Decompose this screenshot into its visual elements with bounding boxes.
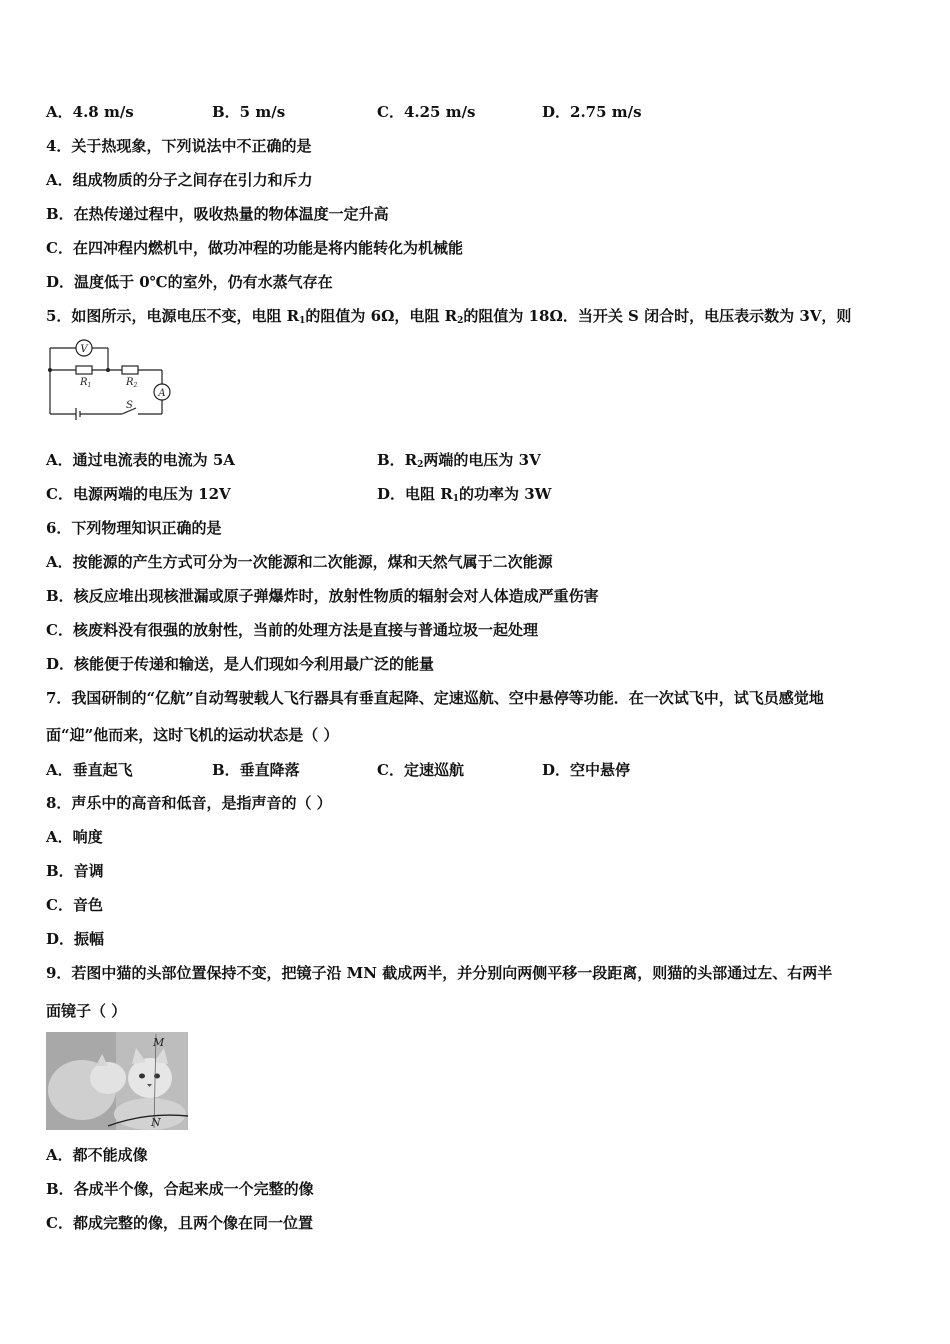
r2-label: $R_2$ (126, 377, 138, 389)
q7-stem-line2: 面“迎”他而来，这时飞机的运动状态是（ ） (46, 726, 339, 744)
q7-option-d: D．空中悬停 (542, 761, 631, 779)
mirror-label-n: N (151, 1116, 161, 1129)
q7-option-b: B．垂直降落 (212, 761, 300, 779)
q5-option-b: B．$R_2$两端的电压为 3V (377, 451, 541, 470)
q4-option-a: A．组成物质的分子之间存在引力和斥力 (46, 171, 313, 189)
q3-option-b: B．5 m/s (212, 103, 286, 121)
ammeter-label: A (158, 388, 166, 399)
q5-option-a: A．通过电流表的电流为 5A (46, 451, 235, 469)
q6-option-b: B．核反应堆出现核泄漏或原子弹爆炸时，放射性物质的辐射会对人体造成严重伤害 (46, 587, 599, 605)
q6-option-a: A．按能源的产生方式可分为一次能源和二次能源，煤和天然气属于二次能源 (46, 553, 553, 571)
q6-option-d: D．核能便于传递和输送，是人们现如今利用最广泛的能量 (46, 655, 435, 673)
r1-label: $R_1$ (80, 377, 92, 389)
mirror-label-m: M (153, 1036, 165, 1049)
q8-option-a: A．响度 (46, 828, 103, 846)
q3-option-a: A．4.8 m/s (46, 103, 134, 121)
cat-reflection-head (128, 1058, 172, 1098)
q5-option-d: D．电阻 $R_1$的功率为 3W (377, 485, 552, 504)
q9-stem-line2: 面镜子（ ） (46, 1002, 127, 1020)
q7-stem-line1: 7．我国研制的“亿航”自动驾驶载人飞行器具有垂直起降、定速巡航、空中悬停等功能．在一次试飞中，试飞员感觉地 (46, 689, 824, 707)
q7-option-a: A．垂直起飞 (46, 761, 133, 779)
q8-option-b: B．音调 (46, 862, 104, 880)
junction-dot (106, 368, 110, 372)
q4-option-c: C．在四冲程内燃机中，做功冲程的功能是将内能转化为机械能 (46, 239, 463, 257)
q8-option-d: D．振幅 (46, 930, 105, 948)
q6-option-c: C．核废料没有很强的放射性，当前的处理方法是直接与普通垃圾一起处理 (46, 621, 538, 639)
q9-option-a: A．都不能成像 (46, 1146, 148, 1164)
q9-stem-line1: 9．若图中猫的头部位置保持不变，把镜子沿 MN 截成两半，并分别向两侧平移一段距离，则猫的头部通过左、右两半 (46, 964, 833, 982)
q9-option-b: B．各成半个像，合起来成一个完整的像 (46, 1180, 314, 1198)
q7-option-c: C．定速巡航 (377, 761, 464, 779)
circuit-diagram (46, 338, 174, 422)
voltmeter-label: V (80, 344, 88, 355)
q3-option-d: D．2.75 m/s (542, 103, 642, 121)
cat-mirror-photo (46, 1032, 188, 1130)
q4-stem: 4．关于热现象，下列说法中不正确的是 (46, 137, 312, 155)
switch-label: S (126, 400, 133, 411)
q8-option-c: C．音色 (46, 896, 103, 914)
q8-stem: 8．声乐中的高音和低音，是指声音的（ ） (46, 794, 332, 812)
q9-option-c: C．都成完整的像，且两个像在同一位置 (46, 1214, 313, 1232)
q5-stem: 5．如图所示，电源电压不变，电阻 $R_1$的阻值为 6Ω，电阻 $R_2$的阻值为 18Ω．当开关 S 闭合时，电压表示数为 3V，则 (46, 307, 852, 326)
q6-stem: 6．下列物理知识正确的是 (46, 519, 222, 537)
q4-option-d: D．温度低于 0℃的室外，仍有水蒸气存在 (46, 273, 333, 291)
cat-head (90, 1062, 126, 1094)
q3-option-c: C．4.25 m/s (377, 103, 476, 121)
q5-option-c: C．电源两端的电压为 12V (46, 485, 231, 503)
junction-dot (48, 368, 52, 372)
q4-option-b: B．在热传递过程中，吸收热量的物体温度一定升高 (46, 205, 389, 223)
